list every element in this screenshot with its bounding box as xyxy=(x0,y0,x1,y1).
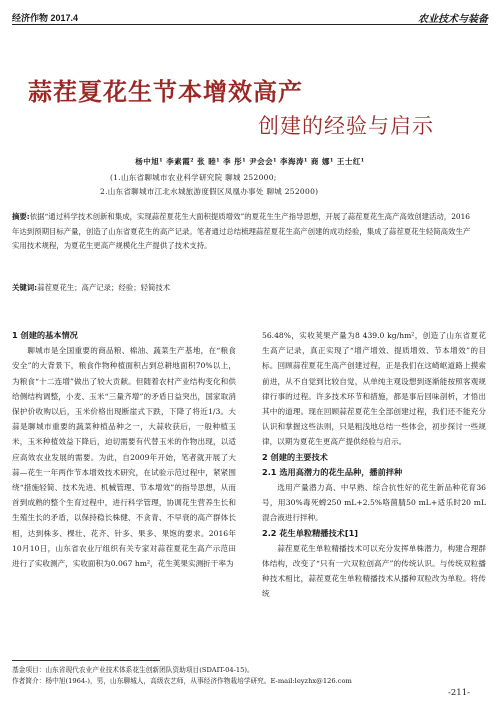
author-list: 杨中旭¹ 李素霞² 张 睦¹ 李 彤¹ 尹会会¹ 李海涛¹ 商 娜¹ 王士红¹ xyxy=(135,157,365,166)
paragraph: 56.48%，实收荚果产量为8 439.0 kg/hm²，创造了山东省夏花生高产记录，真正实现了“增产增效、提质增效、节本增效”的目标。回顾蒜茬夏花生高产创建过程，正是我们在这崎岖道路上摸索前进，从不自觉到比较自觉，从单纯主观设想到逐渐能按照客观规律行事的过程。许多技术环节和措施，都是事后回味剖析，才悟出其中的道理。现在回顾蒜茬夏花生全部创建过程，我们还不能充分认识和掌握这些法则，只是粗浅地总结一些体会，初步探讨一些规律，以期为夏花生更高产提供经验与启示。 xyxy=(262,331,486,447)
subsection-heading: 2.2 花生单粒精播技术[1] xyxy=(262,527,359,538)
paragraph: 蒜茬夏花生单粒精播技术可以充分发挥单株潜力，构建合理群体结构，改变了“只有一穴双粒创高产”的传统认识。与传统双粒播种技术相比，蒜茬夏花生单粒精播技术从播种双粒改为单粒。将传统 xyxy=(262,543,486,599)
keywords-label: 关键词: xyxy=(12,283,38,292)
header-rule xyxy=(12,24,488,25)
footnote-rule xyxy=(12,660,160,661)
keywords xyxy=(12,282,170,293)
abstract xyxy=(12,210,476,254)
subsection-heading: 2.1 选用高潜力的花生品种，播前拌种 xyxy=(262,466,403,477)
journal-issue: 经济作物 2017.4 xyxy=(12,12,79,23)
abstract-text: 依据“通过科学技术创新和集成，实现蒜茬夏花生大面积提质增效”的夏花生生产指导思想，开展了蒜茬夏花生高产高效创建活动，2016年达到预期目标产量，创造了山东省夏花生的高产记录。笔者通过总结梳理蒜茬夏花生高产创建的成功经验，集成了蒜茬夏花生轻简高效生产实用技术规程，为夏花生更高产规模化生产提供了技术支持。 xyxy=(12,212,471,250)
paragraph: 聊城市是全国重要的商品粮、棉油、蔬菜生产基地，在“粮食安全”的大背景下，粮食作物种植面积占到总耕地面积70%以上，为粮食“十二连增”做出了较大贡献。但随着农村产业结构变化和供给侧结构调整，小麦、玉米“三量齐增”的矛盾日益突出，国家取消保护价收购以后，玉米价格出现断崖式下跌，下降了将近1/3。大蒜是聊城市重要的蔬菜种植品种之一，大蒜收获后，一般种植玉米，玉米种植效益下降后，迫切需要有代替玉米的作物出现，以适应高效农业发展的需要。为此，自2009年开始，笔者就开展了大蒜—花生一年两作节本增效技术研究，在试验示范过程中，紧紧围绕“措施轻简、技术先进、机械管理、节本增效”的指导思想，从而首到成熟的整个生育过程中，进行科学管理，协调花生营养生长和生殖生长的矛盾，以保持稳长株健、不贪青、不早衰的高产群体长相，达到株多、棵壮、花齐、针多、果多、果饱的要求。2016年10月10日，山东省农业厅组织有关专家对蒜茬夏花生高产示范田进行了实收测产，实收面积为0.067 hm²，花生荚果实测折干率为 xyxy=(12,346,236,569)
masthead-logo: 农业技术与装备 xyxy=(418,13,488,25)
section-heading: 2 创建的主要技术 xyxy=(262,451,328,462)
affiliation-2: 2.山东省聊城市江北水城旅游度假区凤凰办事处 聊城 252000) xyxy=(100,187,319,196)
keywords-text: 蒜茬夏花生；高产记录；经验；轻简技术 xyxy=(37,283,171,292)
footnote-funding: 基金项目：山东省现代农业产业技术体系花生创新团队资助项目(SDAIT-04-15)。 xyxy=(12,666,254,674)
title-sub: 创建的经验与启示 xyxy=(258,114,434,138)
body-column-right xyxy=(262,328,486,602)
body-column-left xyxy=(12,328,236,571)
section-heading: 1 创建的基本情况 xyxy=(12,330,78,340)
abstract-label: 摘要: xyxy=(12,212,30,221)
paragraph: 选用产量潜力高、中早熟、综合抗性好的花生新品种花育36号，用30%毒死蜱250 mL+2.5%咯菌腈50 mL+适乐时20 mL混合液进行拌种。 xyxy=(262,483,486,523)
page-number: -211- xyxy=(448,688,470,698)
affiliation-1: (1.山东省聊城市农业科学研究院 聊城 252000; xyxy=(110,173,277,182)
title-main: 蒜茬夏花生节本增效高产 xyxy=(28,78,303,106)
footnote-author: 作者简介：杨中旭(1964-)，男，山东聊城人，高级农艺师，从事经济作物栽培学研究。E-mail:leyzhx@126.com xyxy=(12,677,352,685)
